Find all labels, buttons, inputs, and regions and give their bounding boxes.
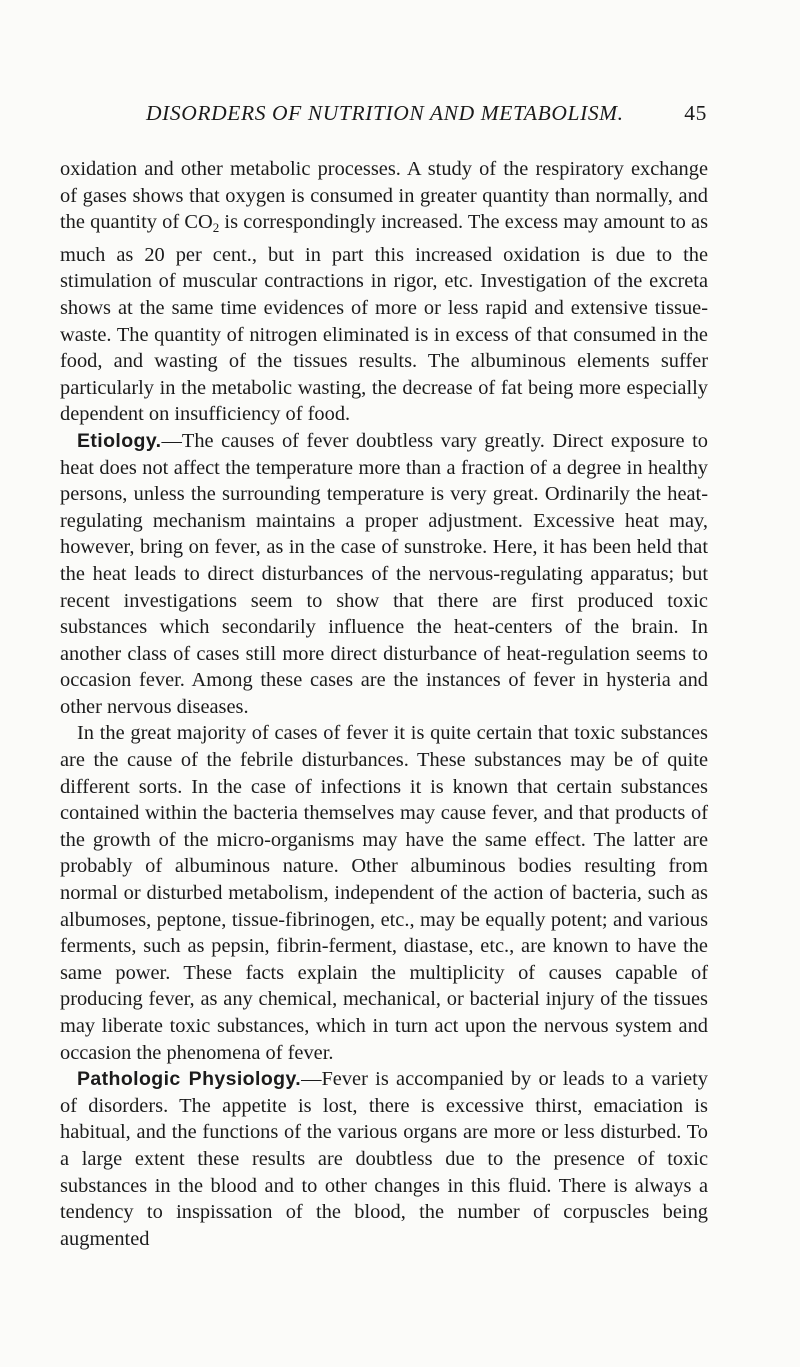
section-heading-pathologic-physiology: Pathologic Physiology. (77, 1068, 302, 1091)
body-text (60, 156, 708, 1252)
paragraph-pathologic-physiology (60, 1066, 708, 1252)
paragraph-text: —Fever is accompanied by or leads to a variety of disorders. The appetite is lost, there is excessive thirst, emaciation is habitual, and the functions of the various organs are more or less disturbed. To a large extent these results are doubtless due to the presence of toxic substances in the blood and to other changes in this fluid. There is always a tendency to inspissation of the blood, the number of corpuscles being augmented (60, 1068, 708, 1250)
paragraph-text: In the great majority of cases of fever it is quite certain that toxic substances are the cause of the febrile disturbances. These substances may be of quite different sorts. In the case of infections it is known that certain substances contained within the bacteria themselves may cause fever, and that products of the growth of the micro-organisms may have the same effect. The latter are probably of albuminous nature. Other albuminous bodies resulting from normal or disturbed metabolism, independent of the action of bacteria, such as albumoses, peptone, tissue-fibrinogen, etc., may be equally potent; and various ferments, such as pepsin, fibrin-ferment, diastase, etc., are known to have the same power. These facts explain the multiplicity of causes capable of producing fever, as any chemical, mechanical, or bacterial injury of the tissues may liberate toxic substances, which in turn act upon the nervous system and occasion the phenomena of fever. (60, 722, 708, 1064)
section-heading-etiology: Etiology. (77, 429, 162, 452)
page-number: 45 (684, 101, 707, 125)
paragraph-toxic-substances (60, 720, 708, 1066)
co2-subscript: 2 (212, 220, 220, 236)
paragraph-text: is correspondingly increased. The excess may amount to as much as 20 per cent., but in part this increased oxidation is due to the stimulation of muscular contractions in rigor, etc. Investigation of the excreta shows at the same time evidences of more or less rapid and extensive tissue-waste. The quantity of nitrogen eliminated is in excess of that consumed in the food, and wasting of the tissues results. The albuminous elements suffer particularly in the metabolic wasting, the decrease of fat being more especially dependent on insufficiency of food. (60, 211, 709, 426)
paragraph-text: oxidation and other metabolic processes. A study of the respiratory exchange of gases shows that oxygen is consumed in greater quantity than normally, and the quantity of CO (60, 158, 708, 234)
paragraph-text: —The causes of fever doubtless vary greatly. Direct exposure to heat does not affect the temperature more than a fraction of a degree in healthy persons, unless the surrounding temperature is very great. Ordinarily the heat-regulating mechanism maintains a proper adjustment. Excessive heat may, however, bring on fever, as in the case of sunstroke. Here, it has been held that the heat leads to direct disturbances of the nervous-regulating apparatus; but recent investigations seem to show that there are first produced toxic substances which secondarily influence the heat-centers of the brain. In another class of cases still more direct disturbance of heat-regulation seems to occasion fever. Among these cases are the instances of fever in hysteria and other nervous diseases. (60, 429, 708, 718)
paragraph-continuation (60, 156, 708, 428)
paragraph-etiology (60, 428, 708, 721)
running-title: DISORDERS OF NUTRITION AND METABOLISM. (146, 101, 624, 125)
running-header (146, 101, 707, 137)
